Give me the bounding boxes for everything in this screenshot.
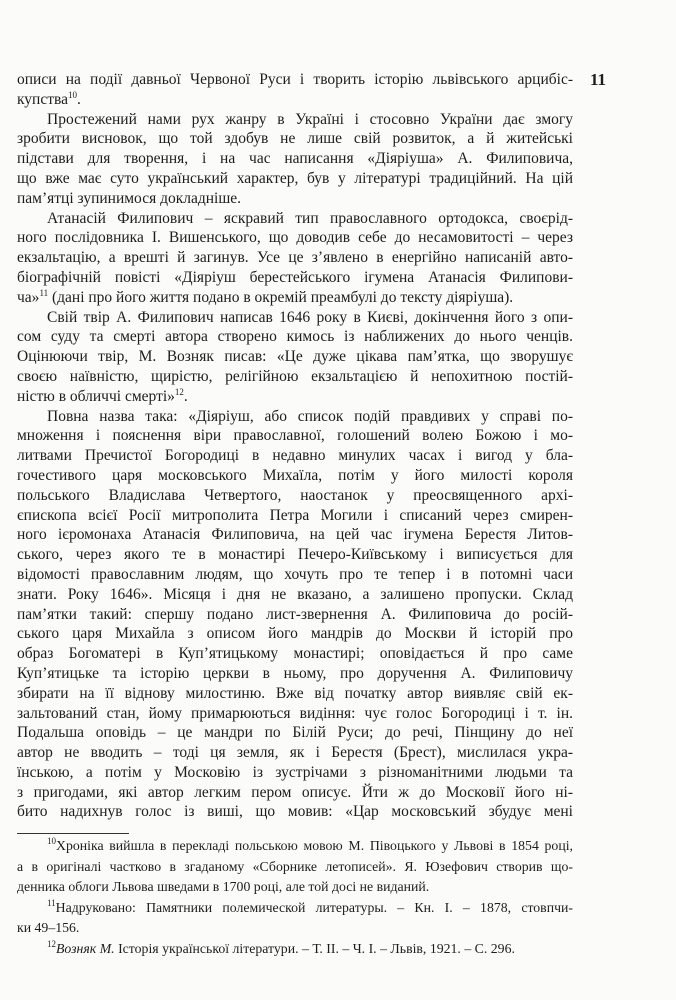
text-line [17, 446, 573, 466]
text-line [17, 565, 573, 585]
text-line [17, 248, 573, 268]
line-text: . [77, 90, 81, 108]
text-line [17, 664, 573, 684]
footnote-line [17, 939, 573, 960]
footnote-text: денника облоги Львова шведами в 1700 році, але той досі не виданий. [17, 879, 430, 895]
text-line [17, 367, 573, 387]
footnote-line [17, 857, 573, 878]
line-text: ного ієромонаха Атанасія Филиповича, на цей час ігумена Берестя Литов- [17, 526, 573, 544]
text-line [17, 545, 573, 565]
text-line [17, 347, 573, 367]
footnote-text: а в оригіналі частково в згаданому «Сборнике летописей». Я. Юзефович створив що- [17, 858, 573, 874]
line-text: ністю в обличчі смерті» [17, 387, 175, 405]
line-text: ського, через якого те в монастирі Печеро-Київському і виписується для [17, 546, 573, 564]
footnote-line [17, 836, 573, 857]
text-line [17, 525, 573, 545]
footnotes [17, 836, 573, 960]
line-text: Повна назва така: «Діяріуш, або список подій правдивих у справі по- [47, 407, 573, 425]
line-text: біографічній повісті «Діяріуш берестейського ігумена Атанасія Филипови- [17, 268, 573, 286]
line-text: ського царя Михайла з описом його мандрів до Москви й історій про [17, 625, 573, 643]
line-text: ного послідовника І. Вишенського, що доводив себе до несамовитості – через [17, 229, 573, 247]
line-text: польського Владислава Четвертого, наостанок у преосвященного архі- [17, 486, 573, 504]
text-line [17, 129, 573, 149]
line-text: Атанасій Филипович – яскравий тип православного ортодокса, своєрід- [47, 209, 573, 227]
page-number: 11 [590, 70, 607, 89]
text-line [17, 327, 573, 347]
text-line [17, 743, 573, 763]
line-text: Оцінюючи твір, М. Возняк писав: «Це дуже цікава пам’ятка, що зворушує [17, 348, 573, 366]
text-line [17, 466, 573, 486]
text-line [17, 90, 573, 110]
line-text: знати. Року 1646». Місяця і дня не вказано, а залишено пропуски. Склад [17, 585, 573, 603]
line-text: Свій твір А. Филипович написав 1646 року в Києві, докінчення його з опи- [47, 308, 573, 326]
text-line [17, 585, 573, 605]
footnote-text: Хроніка вийшла в перекладі польською мовою М. Півоцького у Львові в 1854 році, [56, 838, 573, 853]
text-line [17, 228, 573, 248]
footnote-number: 10 [47, 836, 56, 846]
line-text: зробити висновок, що той здобув не лише свій розвиток, а й житейські [17, 130, 573, 148]
text-line [17, 605, 573, 625]
line-text: пам’ятки такий: спершу подано лист-звернення А. Филиповича до росій- [17, 605, 573, 623]
line-text: бито надихнув голос із виші, що мовив: «Цар московський збудує мені [17, 803, 573, 821]
line-text: купства [17, 90, 69, 108]
text-line [17, 308, 573, 328]
text-line [17, 723, 573, 743]
text-line [17, 624, 573, 644]
footnote-text: ки 49–156. [17, 920, 80, 936]
line-text: Простежений нами рух жанру в Україні і стосовно України дає змогу [47, 110, 573, 128]
line-text: литвами Пречистої Богородиці в недавно минулих часах і вигод у бла- [17, 447, 573, 465]
footnote-author: Возняк М. [56, 940, 115, 956]
line-text: Подальша оповідь – це мандри по Білій Руси; до речі, Пінщину до неї [17, 724, 573, 742]
line-text: своєю наївністю, щирістю, релігійною екзальтацією й непохитною постій- [17, 367, 573, 385]
text-line [17, 70, 573, 90]
line-text: що вже має суто український характер, був у літературі традиційний. На цій [17, 169, 573, 187]
text-line [17, 704, 573, 724]
line-text: їнською, а потім у Московію із зустрічами з різноманітними людьми та [17, 763, 573, 781]
line-text: автор не вводить – тоді ця земля, як і Берестя (Брест), мислилася укра- [17, 744, 573, 762]
line-text: гочестивого царя московського Михаїла, потім у його милості короля [17, 466, 573, 484]
text-line [17, 783, 573, 803]
text-line [17, 110, 573, 130]
text-line [17, 644, 573, 664]
footnote-number: 11 [47, 897, 56, 908]
text-line [17, 486, 573, 506]
line-text: екзальтацію, а врешті й загинув. Усе це з’явлено в енергійно написаній авто- [17, 249, 573, 267]
line-text: множення і пояснення віри православної, голошений волею Божою і мо- [17, 427, 573, 445]
text-line [17, 169, 573, 189]
footnote-text: Історія української літератури. – Т. II. – Ч. I. – Львів, 1921. – С. 296. [114, 940, 515, 956]
footnote-line [17, 918, 573, 939]
line-text: образ Богоматері в Куп’ятицькому монастирі; оповідається й про саме [17, 645, 573, 663]
line-text: зальтований стан, йому примарюються видіння: чує голос Богородиці і т. ін. [17, 704, 573, 722]
line-text: (дані про його життя подано в окремій преамбулі до тексту діяріуша). [48, 288, 514, 306]
text-line [17, 189, 573, 209]
body-text [17, 70, 573, 822]
text-line [17, 802, 573, 822]
text-line [17, 149, 573, 169]
footnote-divider [17, 833, 129, 834]
line-text: підстави для творення, і на час написання «Діяріуша» А. Филиповича, [17, 150, 573, 168]
footnote-ref: 11 [39, 287, 49, 298]
line-text: сом суду та смерті автора створено кимось із наближених до нього ченців. [17, 328, 573, 346]
line-text: Куп’ятицьке та історію церкви в ньому, про доручення А. Филиповичу [17, 664, 573, 682]
text-line [17, 684, 573, 704]
line-text: . [183, 387, 188, 405]
text-line [17, 407, 573, 427]
text-line [17, 763, 573, 783]
footnote-ref: 10 [68, 89, 78, 100]
text-line [17, 387, 573, 407]
line-text: ча» [17, 288, 40, 306]
text-line [17, 268, 573, 288]
text-line [17, 209, 573, 229]
line-text: описи на події давньої Червоної Руси і творить історію львівського арцибіс- [17, 71, 573, 88]
footnote-text: Надруковано: Памятники полемической литературы. – Кн. I. – 1878, стовпчи- [55, 899, 573, 915]
line-text: пам’ятці зупинимося докладніше. [17, 189, 242, 207]
line-text: єпископа всієї Росії митрополита Петра Могили і списаний через смирен- [17, 506, 573, 524]
footnote-number: 12 [47, 938, 56, 949]
footnote-line [17, 877, 573, 898]
text-line [17, 288, 573, 308]
line-text: збирати на її віднову милостиню. Вже від початку автор виявляє свій ек- [17, 684, 573, 702]
footnote-line [17, 898, 573, 919]
text-line [17, 506, 573, 526]
footnote-ref: 12 [174, 386, 184, 397]
line-text: з пригодами, які автор легким пером описує. Йти ж до Московії його ні- [17, 783, 573, 801]
line-text: відомості православним людям, що хочуть про те тепер і в потомні часи [17, 565, 573, 583]
text-line [17, 426, 573, 446]
